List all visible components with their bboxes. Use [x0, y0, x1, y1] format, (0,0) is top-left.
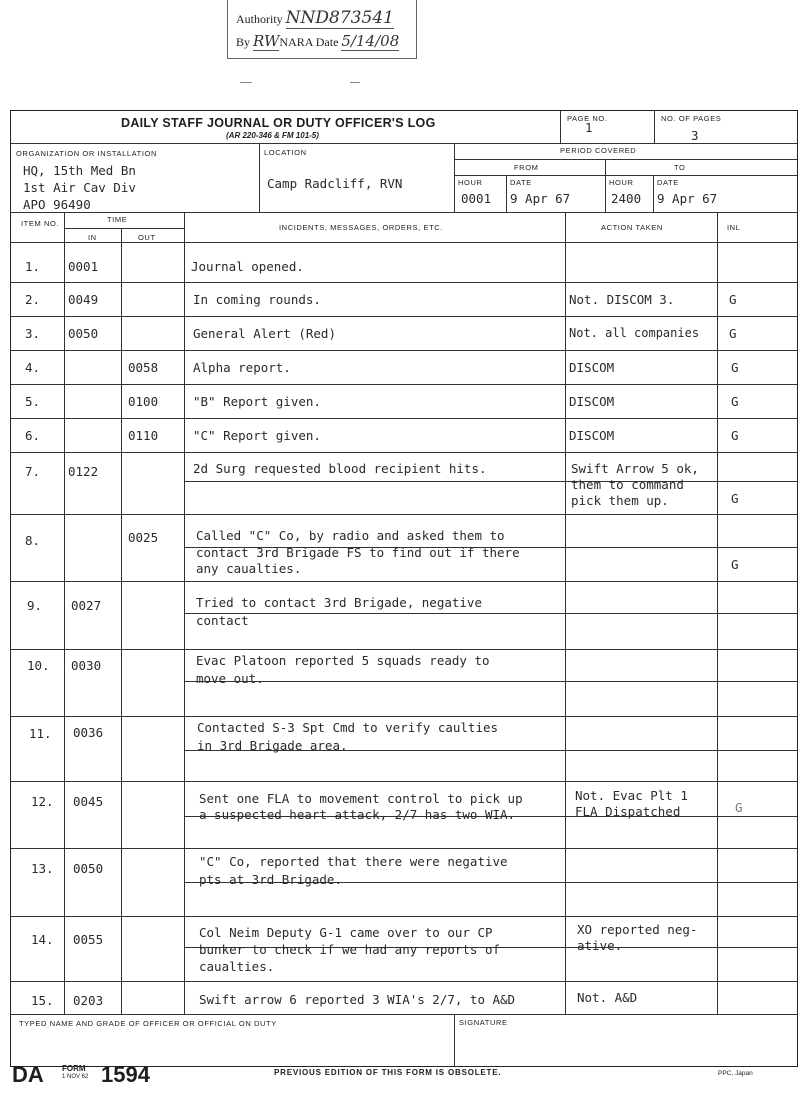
rule: [454, 1014, 455, 1066]
action-line: Swift Arrow 5 ok,: [571, 461, 699, 476]
rule: [11, 143, 797, 144]
inl-initials: G: [731, 557, 739, 572]
row-divider: [11, 418, 797, 419]
incident-line: Sent one FLA to movement control to pick up: [199, 791, 523, 806]
incident-line: 2d Surg requested blood recipient hits.: [193, 461, 487, 476]
incident-line: Col Neim Deputy G-1 came over to our CP: [199, 925, 493, 940]
time-in: 0122: [68, 464, 99, 479]
authority-value: NND873541: [285, 8, 394, 28]
item-number: 3.: [25, 326, 41, 341]
date-value: 5/14/08: [341, 32, 400, 50]
inl-initials: G: [731, 394, 739, 409]
item-number: 11.: [29, 726, 52, 741]
time-in: 0049: [68, 292, 99, 307]
item-number: 14.: [31, 932, 54, 947]
item-number: 12.: [31, 794, 54, 809]
row-divider: [11, 384, 797, 385]
incident-line: bunker to check if we had any reports of: [199, 942, 501, 957]
rule: [64, 212, 65, 1014]
action-line: Not. DISCOM 3.: [569, 292, 675, 307]
location-label: LOCATION: [264, 148, 307, 157]
item-number: 9.: [27, 598, 43, 613]
inl-initials: G: [729, 326, 737, 341]
row-divider: [11, 514, 797, 515]
row-divider: [11, 916, 797, 917]
col-time: TIME: [107, 215, 128, 224]
from-hour-value: 0001: [461, 191, 492, 206]
incident-line: a suspected heart attack, 2/7 has two WIA.: [199, 807, 516, 822]
incident-line: Alpha report.: [193, 360, 291, 375]
printer-mark: PPC, Japan: [718, 1070, 753, 1077]
form-label: FORM: [62, 1064, 86, 1073]
by-line: [236, 32, 399, 50]
rule: [121, 228, 122, 1014]
incident-line: Called "C" Co, by radio and asked them to: [196, 528, 505, 543]
time-in: 0050: [73, 861, 104, 876]
item-number: 4.: [25, 360, 41, 375]
item-number: 2.: [25, 292, 41, 307]
row-divider: [11, 316, 797, 317]
rule: [64, 228, 184, 229]
rule: [11, 1014, 797, 1015]
row-divider: [11, 282, 797, 283]
incident-line: Evac Platoon reported 5 squads ready to: [196, 653, 490, 668]
inl-initials: G: [731, 360, 739, 375]
form-regulation: (AR 220-346 & FM 101-5): [226, 131, 319, 140]
incident-line: Tried to contact 3rd Brigade, negative: [196, 595, 482, 610]
col-action-taken: ACTION TAKEN: [601, 223, 663, 232]
action-line: Not. all companies: [569, 326, 700, 340]
no-of-pages-label: NO. OF PAGES: [661, 114, 722, 123]
to-date-label: DATE: [657, 178, 679, 187]
ruled-line: [184, 681, 797, 682]
stray-mark: [240, 82, 252, 83]
staff-journal-form: [10, 110, 798, 1067]
action-line: XO reported neg-: [577, 922, 698, 937]
time-in: 0027: [71, 598, 102, 613]
action-line: DISCOM: [569, 394, 615, 409]
signature-label: SIGNATURE: [459, 1018, 508, 1027]
incident-line: Swift arrow 6 reported 3 WIA's 2/7, to A&D: [199, 992, 516, 1007]
authority-line: [236, 8, 394, 28]
row-divider: [11, 716, 797, 717]
action-line: pick them up.: [571, 493, 669, 508]
incident-line: pts at 3rd Brigade.: [199, 872, 342, 887]
to-hour-label: HOUR: [609, 178, 634, 187]
form-title: DAILY STAFF JOURNAL OR DUTY OFFICER'S LOG: [121, 116, 436, 130]
obsolete-notice: PREVIOUS EDITION OF THIS FORM IS OBSOLETE.: [274, 1068, 502, 1077]
action-line: them to command: [571, 477, 684, 492]
no-of-pages-value: 3: [691, 128, 699, 143]
rule: [560, 111, 561, 143]
form-prefix-da: DA: [12, 1062, 44, 1087]
form-number: 1594: [101, 1062, 150, 1087]
rule: [454, 159, 797, 160]
item-number: 6.: [25, 428, 41, 443]
rule: [259, 143, 260, 213]
time-in: 0036: [73, 725, 104, 740]
time-out: 0058: [128, 360, 159, 375]
inl-initials: G: [735, 800, 743, 815]
rule: [605, 159, 606, 213]
organization-line-1: HQ, 15th Med Bn: [23, 163, 136, 178]
row-divider: [11, 452, 797, 453]
organization-line-3: APO 96490: [23, 197, 91, 212]
rule: [11, 242, 797, 243]
location-value: Camp Radcliff, RVN: [267, 176, 403, 191]
by-value: RW: [253, 32, 280, 50]
organization-line-2: 1st Air Cav Div: [23, 180, 136, 195]
incident-line: "C" Report given.: [193, 428, 321, 443]
incident-line: In coming rounds.: [193, 292, 321, 307]
time-out: 0025: [128, 530, 159, 545]
inl-initials: G: [731, 428, 739, 443]
incident-line: "C" Co, reported that there were negative: [199, 854, 508, 869]
time-out: 0110: [128, 428, 159, 443]
row-divider: [11, 350, 797, 351]
from-hour-label: HOUR: [458, 178, 483, 187]
time-in: 0055: [73, 932, 104, 947]
row-divider: [11, 781, 797, 782]
officer-name-label: TYPED NAME AND GRADE OF OFFICER OR OFFICIAL ON DUTY: [19, 1019, 277, 1028]
row-divider: [11, 981, 797, 982]
rule: [653, 175, 654, 213]
col-incidents: INCIDENTS, MESSAGES, ORDERS, ETC.: [279, 223, 443, 232]
agency-label: NARA: [279, 35, 313, 49]
time-in: 0203: [73, 993, 104, 1008]
date-label: Date: [315, 35, 339, 49]
from-date-label: DATE: [510, 178, 532, 187]
col-in: IN: [88, 233, 97, 242]
time-in: 0050: [68, 326, 99, 341]
item-number: 13.: [31, 861, 54, 876]
form-date: 1 NOV 62: [62, 1074, 89, 1080]
page-no-label: PAGE NO.: [567, 114, 608, 123]
col-item-no: ITEM NO.: [21, 219, 60, 228]
item-number: 8.: [25, 533, 41, 548]
item-number: 5.: [25, 394, 41, 409]
rule: [11, 212, 797, 213]
row-divider: [11, 649, 797, 650]
incident-line: contact 3rd Brigade FS to find out if there: [196, 545, 520, 560]
time-in: 0030: [71, 658, 102, 673]
inl-initials: G: [729, 292, 737, 307]
organization-label: ORGANIZATION OR INSTALLATION: [16, 149, 157, 158]
item-number: 15.: [31, 993, 54, 1008]
incident-line: Contacted S-3 Spt Cmd to verify caulties: [197, 720, 499, 735]
col-inl: INL: [727, 223, 741, 232]
rule: [506, 175, 507, 213]
time-in: 0045: [73, 794, 104, 809]
item-number: 10.: [27, 658, 50, 673]
ruled-line: [184, 613, 797, 614]
declassification-stamp: [227, 0, 417, 59]
period-covered-label: PERIOD COVERED: [560, 146, 637, 155]
row-divider: [11, 581, 797, 582]
authority-label: Authority: [236, 12, 283, 26]
row-divider: [11, 848, 797, 849]
incident-line: move out.: [196, 671, 264, 686]
incident-line: General Alert (Red): [193, 326, 336, 341]
item-number: 7.: [25, 464, 41, 479]
action-line: Not. A&D: [577, 990, 638, 1005]
incident-line: contact: [196, 613, 249, 628]
incident-line: in 3rd Brigade area.: [197, 738, 348, 753]
time-in: 0001: [68, 259, 99, 274]
action-line: DISCOM: [569, 428, 615, 443]
to-label: TO: [674, 163, 686, 172]
ruled-line: [184, 481, 797, 482]
action-line: Not. Evac Plt 1: [575, 788, 688, 803]
action-line: ative.: [577, 938, 623, 953]
incident-line: any caualties.: [196, 561, 302, 576]
to-hour-value: 2400: [611, 191, 642, 206]
stray-mark: [350, 82, 360, 83]
from-label: FROM: [514, 163, 539, 172]
incident-line: caualties.: [199, 959, 275, 974]
time-out: 0100: [128, 394, 159, 409]
incident-line: "B" Report given.: [193, 394, 321, 409]
to-date-value: 9 Apr 67: [657, 191, 718, 206]
from-date-value: 9 Apr 67: [510, 191, 571, 206]
action-line: FLA Dispatched: [575, 804, 681, 819]
incident-line: Journal opened.: [191, 259, 304, 274]
by-label: By: [236, 35, 251, 49]
inl-initials: G: [731, 491, 739, 506]
col-out: OUT: [138, 233, 156, 242]
item-number: 1.: [25, 259, 41, 274]
action-line: DISCOM: [569, 360, 615, 375]
rule: [454, 143, 455, 213]
page-no-value: 1: [585, 120, 593, 135]
rule: [654, 111, 655, 143]
